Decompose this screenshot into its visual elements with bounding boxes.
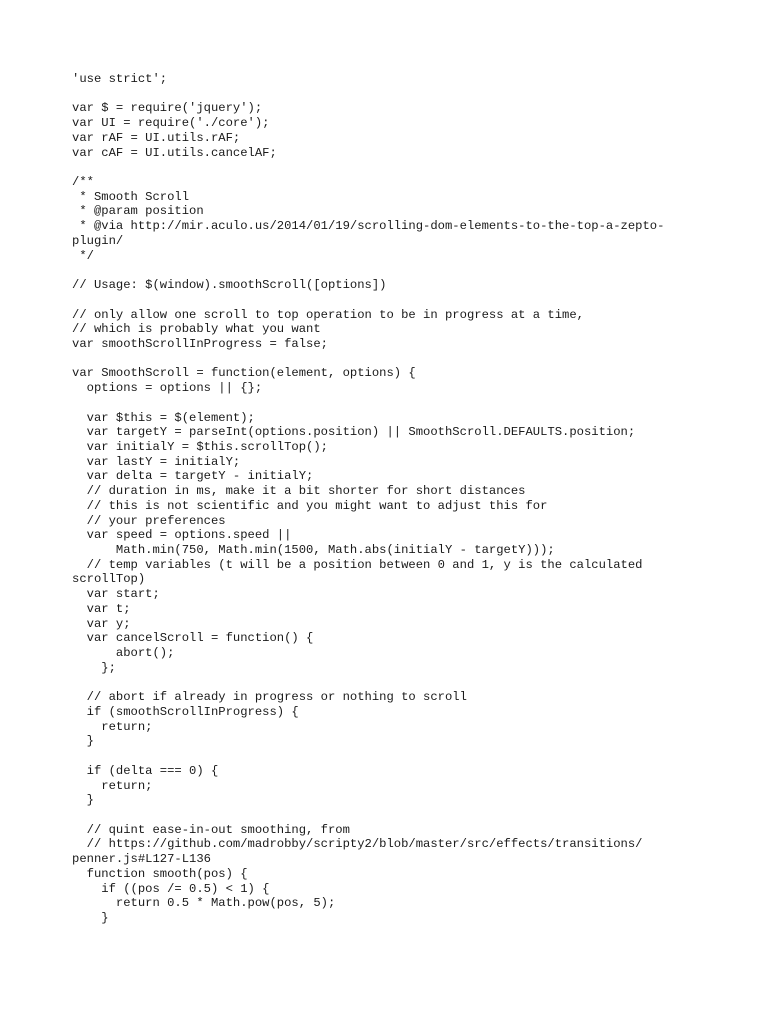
code-line: var delta = targetY - initialY; [72,469,314,484]
code-line: var speed = options.speed || [72,528,292,543]
code-line: */ [72,248,94,263]
code-line: return; [72,719,153,734]
code-line [72,396,712,411]
code-line: }; [72,660,116,675]
code-line: } [72,793,94,808]
code-line: var cAF = UI.utils.cancelAF; [72,145,277,160]
code-line: var SmoothScroll = function(element, options) { [72,366,416,381]
code-line: // duration in ms, make it a bit shorter for short distances [72,484,526,499]
code-line: var targetY = parseInt(options.position) || SmoothScroll.DEFAULTS.position; [72,425,636,440]
code-line: /** [72,175,94,190]
code-line: // which is probably what you want [72,322,321,337]
code-line: // your preferences [72,513,226,528]
code-line: var y; [72,616,131,631]
code-line [72,352,712,367]
code-line: // Usage: $(window).smoothScroll([options]) [72,278,387,293]
code-line: // quint ease-in-out smoothing, from [72,822,350,837]
code-line: function smooth(pos) { [72,866,248,881]
code-line: * Smooth Scroll [72,189,190,204]
code-line [72,263,712,278]
code-line: var rAF = UI.utils.rAF; [72,130,241,145]
code-line: } [72,734,94,749]
code-line: abort(); [72,646,175,661]
code-line: // abort if already in progress or nothing to scroll [72,690,467,705]
code-line: var $ = require('jquery'); [72,101,263,116]
code-line: * @param position [72,204,204,219]
code-line: // https://github.com/madrobby/scripty2/blob/master/src/effects/transitions/ [72,837,643,852]
code-line: var UI = require('./core'); [72,116,270,131]
code-line: var $this = $(element); [72,410,255,425]
code-line: penner.js#L127-L136 [72,852,211,867]
code-line [72,293,712,308]
code-listing [72,72,712,926]
code-line [72,749,712,764]
code-line: // temp variables (t will be a position between 0 and 1, y is the calculated [72,557,643,572]
code-line: scrollTop) [72,572,146,587]
code-line: var initialY = $this.scrollTop(); [72,439,328,454]
code-line: // this is not scientific and you might want to adjust this for [72,498,548,513]
code-line: * @via http://mir.aculo.us/2014/01/19/scrolling-dom-elements-to-the-top-a-zepto- [72,219,665,234]
code-line [72,675,712,690]
code-line: var cancelScroll = function() { [72,631,314,646]
code-line: return; [72,778,153,793]
code-line: 'use strict'; [72,72,168,86]
code-line: var start; [72,587,160,602]
code-line [72,808,712,823]
code-line [72,160,712,175]
code-line: if (delta === 0) { [72,763,219,778]
code-line: var smoothScrollInProgress = false; [72,336,328,351]
code-line: var lastY = initialY; [72,454,241,469]
code-line: } [72,910,109,925]
code-line: if (smoothScrollInProgress) { [72,704,299,719]
code-line: if ((pos /= 0.5) < 1) { [72,881,270,896]
code-line: plugin/ [72,233,124,248]
code-line: options = options || {}; [72,381,263,396]
code-line: return 0.5 * Math.pow(pos, 5); [72,896,336,911]
code-line: // only allow one scroll to top operation to be in progress at a time, [72,307,584,322]
code-line: Math.min(750, Math.min(1500, Math.abs(initialY - targetY))); [72,543,555,557]
code-line: var t; [72,601,131,616]
code-line [72,87,712,102]
